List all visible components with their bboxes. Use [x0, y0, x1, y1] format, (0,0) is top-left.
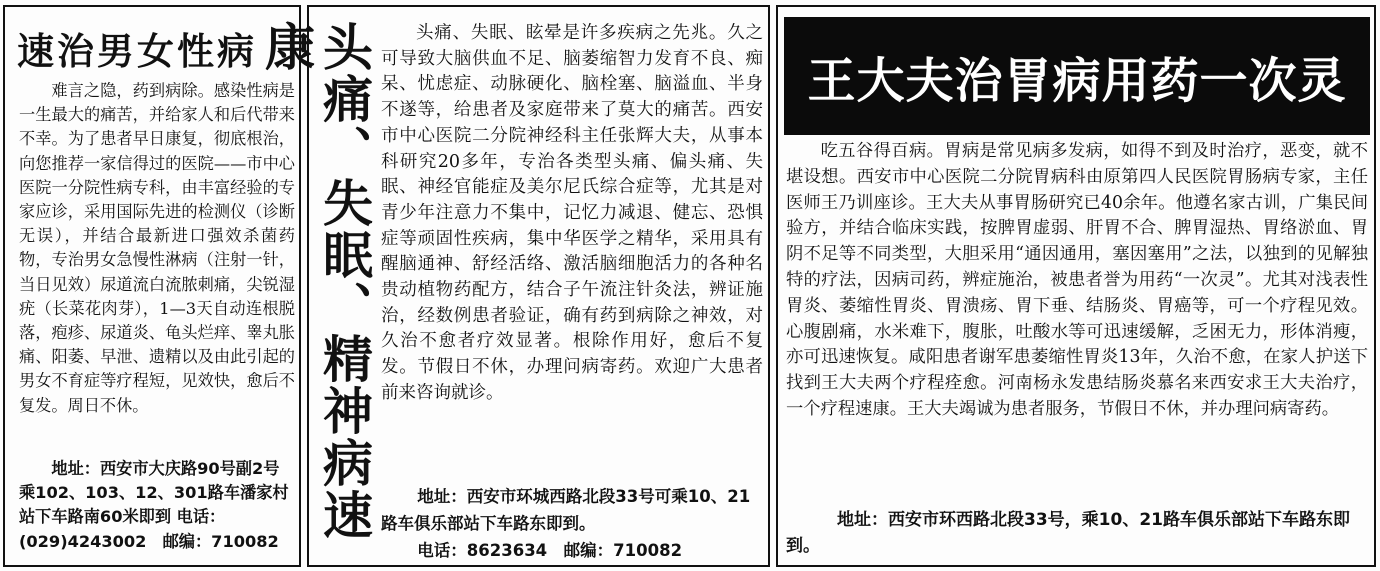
- ad3-title: 王大夫治胃病用药一次灵: [807, 52, 1347, 109]
- ad1-title: 速治男女性病: [17, 30, 257, 73]
- ad-headache-clinic: [257, 5, 770, 567]
- ad2-address: 地址：西安市环城西路北段33号可乘10、21路车俱乐部站下车路东即到。: [381, 487, 751, 533]
- ad-stomach-clinic: [776, 5, 1376, 567]
- ad1-body: 难言之隐，药到病除。感染性病是一生最大的痛苦，并给家人和后代带来不幸。为了患者早日康复，彻底根治，向您推荐一家信得过的医院——市中心医院一分院性病专科，由丰富经验的专家应诊，采用国际先进的检测仪（诊断无误），并结合最新进口强效杀菌药物，专治男女急慢性淋病（注射一针，当日见效）尿道流白流脓刺痛，尖锐湿疣（长菜花肉芽），1—3天自动连根脱落，疱疹、尿道炎、龟头烂痒、睾丸胀痛、阳萎、早泄、遗精以及由此引起的男女不育症等疗程短，见效快，愈后不复发。周日不休。: [19, 81, 295, 415]
- ad2-body: 头痛、失眠、眩晕是许多疾病之先兆。久之可导致大脑供血不足、脑萎缩智力发育不良、痴呆、忧虑症、动脉硬化、脑栓塞、脑溢血、半身不遂等，给患者及家庭带来了莫大的痛苦。西安市中心医院二分院神经科主任张辉大夫，从事本科研究20多年，专治各类型头痛、偏头痛、失眠、神经官能症及美尔尼氏综合症等，尤其是对青少年注意力不集中，记忆力减退、健忘、恐惧症等顽固性疾病，集中华医学之精华，采用具有醒脑通神、舒经活络、激活脑细胞活力的各种名贵动植物药配方，结合子午流注针灸法，辨证施治，经数例患者验证，确有药到病除之神效，对久治不愈者疗效显著。根除作用好，愈后不复发。节假日不休，办理问病寄药。欢迎广大患者前来咨询就诊。: [381, 23, 763, 403]
- ad3-title-banner: [784, 17, 1370, 135]
- ad1-address: 地址：西安市大庆路90号副2号乘102、103、12、301路车潘家村站下车路南60米即到 电话：(029)4243002 邮编：710082: [19, 459, 289, 551]
- ad3-address: 地址：西安市环西路北段33号，乘10、21路车俱乐部站下车路东即到。: [786, 510, 1350, 556]
- ad2-address-block: [381, 483, 763, 564]
- ad3-body: 吃五谷得百病。胃病是常见病多发病，如得不到及时治疗，恶变，就不堪设想。西安市中心医院二分院胃病科由原第四人民医院胃肠病专家，主任医师王乃训座诊。王大夫从事胃肠研究已40余年。他遵名家古训，广集民间验方，并结合临床实践，按脾胃虚弱、肝胃不合、脾胃湿热、胃络淤血、胃阴不足等不同类型，大胆采用“通因通用，塞因塞用”之法，以独到的见解独特的疗法，因病司药，辨症施治，被患者誉为用药“一次灵”。尤其对浅表性胃炎、萎缩性胃炎、胃溃疡、胃下垂、结肠炎、胃癌等，可一个疗程见效。心腹剧痛，水米难下，腹胀，吐酸水等可迅速缓解，乏困无力，形体消瘦，亦可迅速恢复。咸阳患者谢军患萎缩性胃炎13年，久治不愈，在家人护送下找到王大夫两个疗程痊愈。河南杨永发患结肠炎慕名来西安求王大夫治疗，一个疗程速康。王大夫竭诚为患者服务，节假日不休，并办理问病寄药。: [786, 141, 1368, 419]
- ad2-title: 头痛、失眠、精神病速康: [257, 21, 373, 541]
- ad-std-clinic: [3, 5, 301, 567]
- ad2-contact: 电话：8623634 邮编：710082: [417, 541, 683, 560]
